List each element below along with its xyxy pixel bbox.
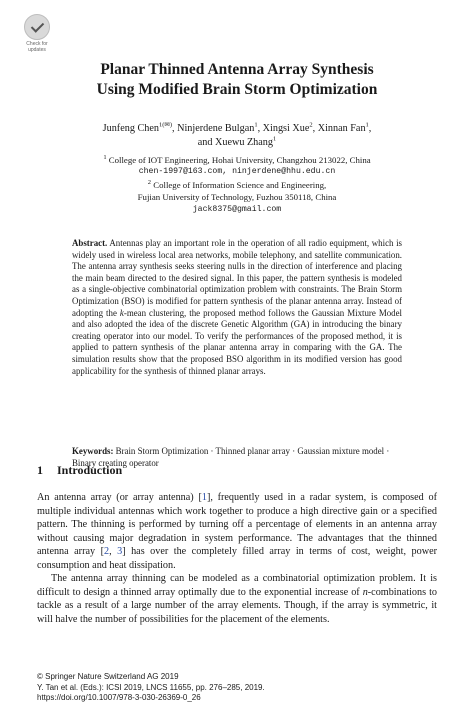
abstract: Abstract. Antennas play an important role in the operation of all radio equipment, which is widely used in wireless local area networks, mobile telephony, and satellite communication. The antenna array synthesis seeks steering nulls in the direction of interference and placing the main beam directed to the desired signal. In this paper, the pattern synthesis is modeled as a single-objective combinatorial optimization problem with constraints. The Brain Storm Optimization (BSO) is modified for pattern synthesis of the planar antenna array. Instead of adopting the k-mean clustering, the proposed method follows the Gaussian Mixture Model and also adopted the idea of the discrete Genetic Algorithm (GA) in introducing the binary creating operator into our model. To verify the performances of the proposed method, it is applied to pattern synthesis of the planar antenna array in comparing with the GA. The simulation results show that the proposed BSO algorithm in its modified version has good applicability for the synthesis of thinned planar arrays. xyxy=(72,238,402,376)
affiliation-2-line-2: Fujian University of Technology, Fuzhou 350118, China xyxy=(137,192,337,203)
copyright-footer xyxy=(37,672,437,704)
citation-link-2[interactable]: 2 xyxy=(103,546,110,557)
title-line-2: Using Modified Brain Storm Optimization xyxy=(96,81,378,98)
authors-line-2: and Xuewu Zhang$^1$ xyxy=(197,135,277,148)
affiliations xyxy=(60,154,414,216)
badge-text: Check for updates xyxy=(26,41,48,53)
citation-link-1[interactable]: 1 xyxy=(201,492,207,503)
intro-paragraph-2: The antenna array thinning can be modeled as a combinatorial optimization problem. It is difficult to design a thinned array optimally due to the exponential increase of n-combinations to tackle as a result of a large number of the array elements. Though, if the array is symmetric, it will halve the number of possibilities for the placement of the elements. xyxy=(37,573,437,625)
affiliation-1-emails[interactable]: chen-1997@163.com, ninjerdene@hhu.edu.cn xyxy=(138,167,336,177)
check-for-updates-icon xyxy=(24,14,50,40)
abstract-label: Abstract. xyxy=(72,238,108,248)
keywords: Keywords: Brain Storm Optimization · Thinned planar array · Gaussian mixture model · Binary creating operator xyxy=(72,446,390,468)
author-list xyxy=(60,122,414,150)
title-line-1: Planar Thinned Antenna Array Synthesis xyxy=(100,61,374,78)
citation-link-3[interactable]: 3 xyxy=(117,546,123,557)
affiliation-2-email[interactable]: jack8375@gmail.com xyxy=(192,204,282,214)
introduction-body xyxy=(37,491,437,626)
keywords-label: Keywords: xyxy=(72,446,114,456)
section-heading-introduction xyxy=(37,462,122,478)
section-number: 1 xyxy=(37,463,43,477)
check-for-updates-badge[interactable] xyxy=(22,14,52,53)
affiliation-1: $^1$ College of IOT Engineering, Hohai University, Changzhou 213022, China xyxy=(103,154,371,165)
copyright-line: © Springer Nature Switzerland AG 2019 xyxy=(37,672,179,681)
authors-line-1: Junfeng Chen$^{1(✉)}$, Ninjerdene Bulgan$^1$, Xingsi Xue$^2$, Xinnan Fan$^1$, xyxy=(102,121,372,134)
intro-paragraph-1: An antenna array (or array antenna) [1], frequently used in a radar system, is composed of multiple individual antennas which work together to produce a high directive gain or a specified pattern. The thinning is performed by turning off a percentage of elements in an antenna array without causing major degradation in system performance. The advantages that the thinned antenna array [2, 3] has over the completely filled array in terms of cost, weight, power consumption and heat dissipation. xyxy=(37,492,438,571)
paper-title xyxy=(60,60,414,100)
doi-link[interactable]: https://doi.org/10.1007/978-3-030-26369-0_26 xyxy=(37,693,201,702)
citation-line: Y. Tan et al. (Eds.): ICSI 2019, LNCS 11655, pp. 276–285, 2019. xyxy=(37,682,265,692)
affiliation-2: $^2$ College of Information Science and Engineering, xyxy=(147,178,327,190)
section-title: Introduction xyxy=(57,463,123,477)
